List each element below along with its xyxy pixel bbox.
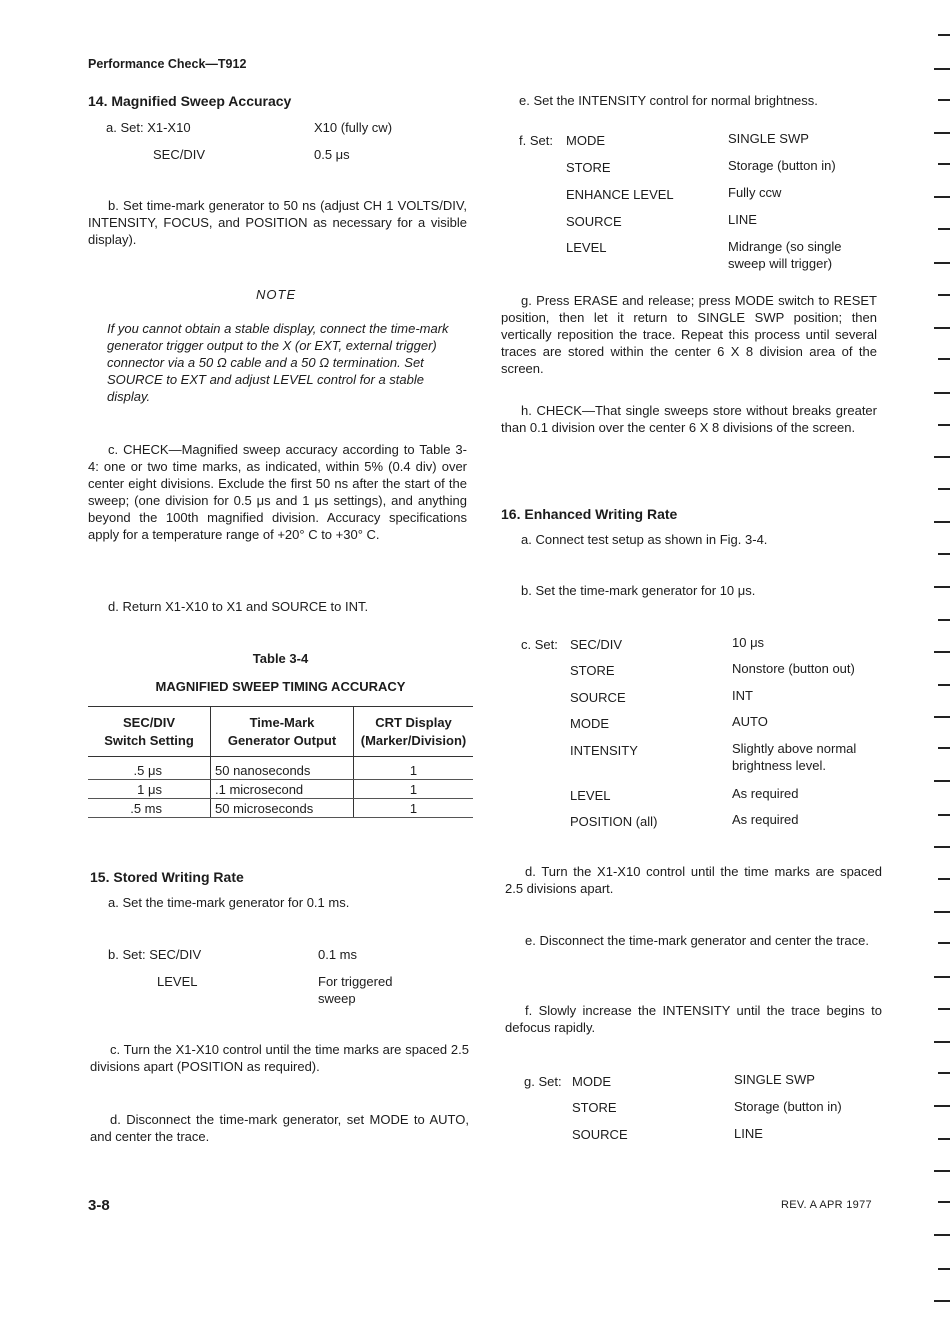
magnified-sweep-table <box>88 706 473 818</box>
section-15-title: 15. Stored Writing Rate <box>90 869 244 885</box>
s16-g-prefix: g. Set: <box>524 1074 562 1089</box>
r-f-label-store: STORE <box>566 160 611 175</box>
s16-g-value: SINGLE SWP <box>734 1072 815 1087</box>
s16-c-label: SOURCE <box>570 690 626 705</box>
s16-step-b: b. Set the time-mark generator for 10 μs. <box>521 583 756 598</box>
r-f-value-mode: SINGLE SWP <box>728 131 809 146</box>
r-f-label-mode: MODE <box>566 133 605 148</box>
r-step-h: h. CHECK—That single sweeps store without breaks greater than 0.1 division over the center 6 X 8 divisions of the screen. <box>501 403 877 435</box>
s16-c-label: SEC/DIV <box>570 637 623 652</box>
s16-c-value: As required <box>732 786 799 801</box>
s14-step-d: d. Return X1-X10 to X1 and SOURCE to INT. <box>108 599 369 614</box>
s16-g-value: Storage (button in) <box>734 1099 842 1114</box>
s16-c-value: 10 μs <box>732 635 765 650</box>
s16-c-prefix: c. Set: <box>521 637 558 652</box>
section-14-title: 14. Magnified Sweep Accuracy <box>88 93 292 109</box>
running-header: Performance Check—T912 <box>88 57 247 71</box>
s16-c-label: LEVEL <box>570 788 611 803</box>
r-step-g: g. Press ERASE and release; press MODE switch to RESET position, then let it return to SINGLE SWP position; then vertically reposition the trace. Repeat this process until several traces are stored within the center 6 X 8 division area of the screen. <box>501 293 877 376</box>
s16-g-value: LINE <box>734 1126 763 1141</box>
table-row: .5 ms 50 microseconds 1 <box>88 799 473 818</box>
r-step-e: e. Set the INTENSITY control for normal brightness. <box>519 93 818 108</box>
r-f-label-source: SOURCE <box>566 214 622 229</box>
section-16-title: 16. Enhanced Writing Rate <box>501 506 678 522</box>
s16-step-a: a. Connect test setup as shown in Fig. 3-4. <box>521 532 768 547</box>
s14-a-value-2: 0.5 μs <box>314 147 350 162</box>
page-number: 3-8 <box>88 1197 110 1214</box>
r-f-label-level: LEVEL <box>566 240 607 255</box>
table-row: .5 μs 50 nanoseconds 1 <box>88 757 473 780</box>
table-row: 1 μs .1 microsecond 1 <box>88 780 473 799</box>
s15-b-prefix: b. Set: SEC/DIV <box>108 947 202 962</box>
s16-g-label: STORE <box>572 1100 617 1115</box>
s16-c-label: POSITION (all) <box>570 814 658 829</box>
s16-step-d: d. Turn the X1-X10 control until the time marks are spaced 2.5 divisions apart. <box>505 864 882 896</box>
s15-step-c: c. Turn the X1-X10 control until the time marks are spaced 2.5 divisions apart (POSITION as required). <box>90 1042 469 1074</box>
s16-c-label: MODE <box>570 716 609 731</box>
s15-b-value-2: For triggered sweep <box>318 974 393 1006</box>
note-text: If you cannot obtain a stable display, connect the time-mark generator trigger output to the X (or EXT, external trigger) connector via a 50 Ω cable and a 50 Ω termination. Set SOURCE to EXT and adjust LEVEL control for a stable display. <box>107 321 449 404</box>
r-f-value-level: Midrange (so single sweep will trigger) <box>728 239 842 271</box>
s16-c-label: STORE <box>570 663 615 678</box>
s15-b-value-1: 0.1 ms <box>318 947 358 962</box>
s16-g-label: SOURCE <box>572 1127 628 1142</box>
r-f-value-enhance: Fully ccw <box>728 185 782 200</box>
r-f-label-enhance: ENHANCE LEVEL <box>566 187 674 202</box>
s14-a-prefix: a. Set: X1-X10 <box>106 120 191 135</box>
s14-a-value-1: X10 (fully cw) <box>314 120 393 135</box>
s14-step-b: b. Set time-mark generator to 50 ns (adjust CH 1 VOLTS/DIV, INTENSITY, FOCUS, and POSITION as necessary for a visible display). <box>88 198 467 247</box>
s16-c-value: Nonstore (button out) <box>732 661 855 676</box>
r-f-value-source: LINE <box>728 212 757 227</box>
revision-date: REV. A APR 1977 <box>781 1199 872 1211</box>
table-title: MAGNIFIED SWEEP TIMING ACCURACY <box>155 679 406 694</box>
s15-b-label-2: LEVEL <box>157 974 198 989</box>
s15-step-d: d. Disconnect the time-mark generator, set MODE to AUTO, and center the trace. <box>90 1112 469 1144</box>
s14-step-c: c. CHECK—Magnified sweep accuracy according to Table 3-4: one or two time marks, as indicated, within 5% (0.4 div) over center eight divisions. Exclude the first 50 ns after the start of the sweep; (one division for 0.5 μs and 1 μs settings), and anything beyond the 100th magnified division. Accuracy specifications apply for a temperature range of +20° C to +30° C. <box>88 442 467 542</box>
table-header-sec-div: SEC/DIV Switch Setting <box>88 707 211 757</box>
s14-a-label-2: SEC/DIV <box>153 147 206 162</box>
table-number: Table 3-4 <box>252 651 309 666</box>
s15-step-a: a. Set the time-mark generator for 0.1 ms. <box>108 895 350 910</box>
s16-step-e: e. Disconnect the time-mark generator and center the trace. <box>525 933 869 948</box>
s16-c-value: AUTO <box>732 714 768 729</box>
s16-c-value: Slightly above normal brightness level. <box>732 741 857 773</box>
r-f-prefix: f. Set: <box>519 133 553 148</box>
s16-g-label: MODE <box>572 1074 611 1089</box>
s16-step-f: f. Slowly increase the INTENSITY until the trace begins to defocus rapidly. <box>505 1003 882 1035</box>
s16-c-value: As required <box>732 812 799 827</box>
table-header-crt-display: CRT Display (Marker/Division) <box>354 707 474 757</box>
table-header-time-mark: Time-Mark Generator Output <box>211 707 354 757</box>
s16-c-value: INT <box>732 688 753 703</box>
note-title: NOTE <box>256 287 297 302</box>
s16-c-label: INTENSITY <box>570 743 638 758</box>
r-f-value-store: Storage (button in) <box>728 158 836 173</box>
